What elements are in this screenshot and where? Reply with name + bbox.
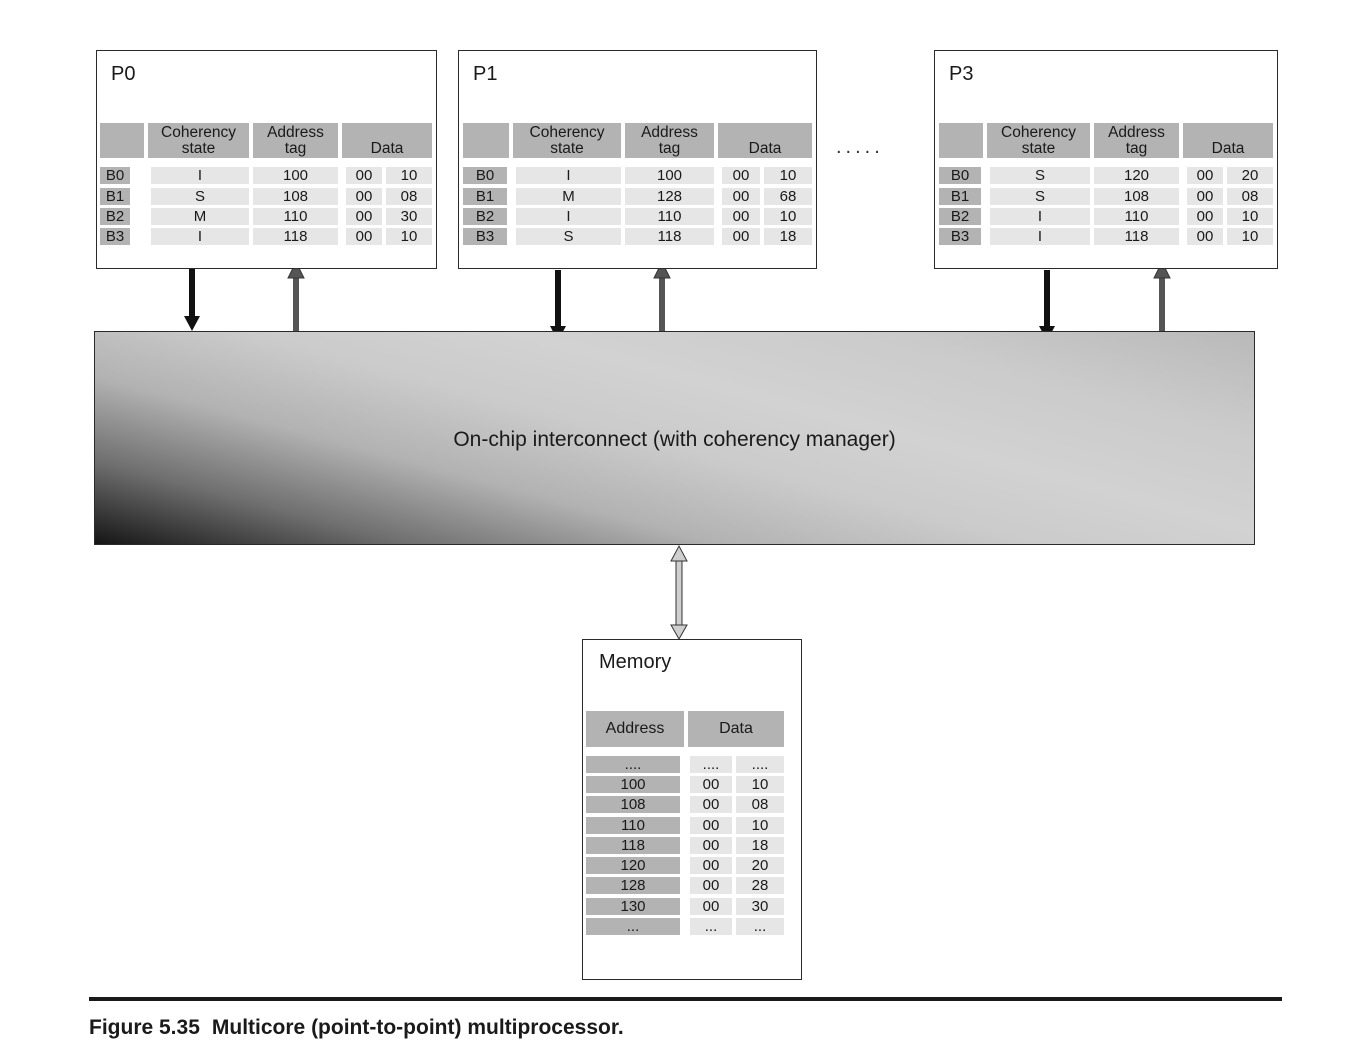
data-cell-hi: 00 xyxy=(1187,228,1223,245)
memory-address-cell: .... xyxy=(586,756,680,773)
memory-data-cell-hi: 00 xyxy=(690,898,732,915)
data-cell-hi: 00 xyxy=(722,228,760,245)
interconnect-label: On-chip interconnect (with coherency manager) xyxy=(453,428,896,451)
memory-bidirectional-arrow xyxy=(671,546,687,639)
block-label: B3 xyxy=(463,228,507,245)
tag-cell: 108 xyxy=(1094,188,1179,205)
header-data: Data xyxy=(718,123,812,158)
data-cell-hi: 00 xyxy=(1187,167,1223,184)
memory-title: Memory xyxy=(599,651,672,673)
block-label: B1 xyxy=(463,188,507,205)
memory-data-cell-hi: 00 xyxy=(690,776,732,793)
data-cell-hi: 00 xyxy=(1187,188,1223,205)
more-processors-ellipsis: ..... xyxy=(836,136,884,158)
memory-address-cell: 120 xyxy=(586,857,680,874)
processor-p1 xyxy=(458,50,817,269)
state-cell: I xyxy=(516,208,621,225)
header-address-tag: Address tag xyxy=(1094,123,1179,158)
caption-rule xyxy=(89,997,1282,1001)
block-label: B2 xyxy=(100,208,130,225)
state-cell: M xyxy=(516,188,621,205)
memory-header-data: Data xyxy=(688,711,784,747)
data-cell-lo: 08 xyxy=(1227,188,1273,205)
data-cell-lo: 10 xyxy=(1227,228,1273,245)
data-cell-lo: 20 xyxy=(1227,167,1273,184)
data-cell-lo: 18 xyxy=(764,228,812,245)
processor-p3 xyxy=(934,50,1278,269)
block-label: B1 xyxy=(939,188,981,205)
memory-data-cell-lo: 08 xyxy=(736,796,784,813)
block-label: B0 xyxy=(939,167,981,184)
state-cell: I xyxy=(151,228,249,245)
processor-title: P1 xyxy=(473,63,498,85)
memory-data-cell-hi: .... xyxy=(690,756,732,773)
block-label: B3 xyxy=(100,228,130,245)
header-blank xyxy=(100,123,144,158)
header-address-tag: Address tag xyxy=(625,123,714,158)
p0-request-arrow xyxy=(184,260,200,331)
header-address-tag: Address tag xyxy=(253,123,338,158)
p3-response-arrow xyxy=(1154,262,1170,331)
block-label: B2 xyxy=(463,208,507,225)
memory-data-cell-hi: 00 xyxy=(690,817,732,834)
state-cell: S xyxy=(516,228,621,245)
header-coherency-state: Coherency state xyxy=(148,123,249,158)
tag-cell: 110 xyxy=(625,208,714,225)
data-cell-hi: 00 xyxy=(346,167,382,184)
memory-data-cell-lo: 18 xyxy=(736,837,784,854)
data-cell-lo: 30 xyxy=(386,208,432,225)
data-cell-hi: 00 xyxy=(346,208,382,225)
state-cell: S xyxy=(990,188,1090,205)
block-label: B0 xyxy=(463,167,507,184)
memory-address-cell: 108 xyxy=(586,796,680,813)
data-cell-hi: 00 xyxy=(722,167,760,184)
memory-address-cell: ... xyxy=(586,918,680,935)
tag-cell: 120 xyxy=(1094,167,1179,184)
memory-data-cell-hi: ... xyxy=(690,918,732,935)
data-cell-lo: 08 xyxy=(386,188,432,205)
tag-cell: 108 xyxy=(253,188,338,205)
processor-title: P0 xyxy=(111,63,136,85)
header-blank xyxy=(463,123,509,158)
state-cell: I xyxy=(516,167,621,184)
tag-cell: 110 xyxy=(1094,208,1179,225)
p0-response-arrow xyxy=(288,262,304,331)
data-cell-lo: 10 xyxy=(386,167,432,184)
memory-data-cell-hi: 00 xyxy=(690,796,732,813)
tag-cell: 100 xyxy=(253,167,338,184)
data-cell-hi: 00 xyxy=(346,228,382,245)
memory-data-cell-hi: 00 xyxy=(690,857,732,874)
on-chip-interconnect xyxy=(94,331,1255,545)
header-coherency-state: Coherency state xyxy=(987,123,1090,158)
memory-data-cell-lo: 28 xyxy=(736,877,784,894)
memory-data-cell-lo: .... xyxy=(736,756,784,773)
tag-cell: 118 xyxy=(625,228,714,245)
figure-caption xyxy=(89,1016,624,1040)
memory-data-cell-lo: 20 xyxy=(736,857,784,874)
processor-p0 xyxy=(96,50,437,269)
memory-data-cell-lo: ... xyxy=(736,918,784,935)
block-label: B1 xyxy=(100,188,130,205)
state-cell: I xyxy=(990,208,1090,225)
header-coherency-state: Coherency state xyxy=(513,123,621,158)
memory-data-cell-hi: 00 xyxy=(690,877,732,894)
memory-address-cell: 130 xyxy=(586,898,680,915)
memory-block xyxy=(582,639,802,980)
figure-number: Figure 5.35 xyxy=(89,1016,200,1039)
state-cell: M xyxy=(151,208,249,225)
tag-cell: 110 xyxy=(253,208,338,225)
data-cell-hi: 00 xyxy=(346,188,382,205)
memory-address-cell: 118 xyxy=(586,837,680,854)
p1-response-arrow xyxy=(654,262,670,331)
tag-cell: 128 xyxy=(625,188,714,205)
data-cell-lo: 68 xyxy=(764,188,812,205)
data-cell-lo: 10 xyxy=(1227,208,1273,225)
block-label: B3 xyxy=(939,228,981,245)
memory-header-address: Address xyxy=(586,711,684,747)
data-cell-hi: 00 xyxy=(1187,208,1223,225)
data-cell-lo: 10 xyxy=(764,167,812,184)
state-cell: I xyxy=(990,228,1090,245)
block-label: B2 xyxy=(939,208,981,225)
tag-cell: 100 xyxy=(625,167,714,184)
data-cell-hi: 00 xyxy=(722,208,760,225)
tag-cell: 118 xyxy=(1094,228,1179,245)
memory-data-cell-lo: 30 xyxy=(736,898,784,915)
processor-title: P3 xyxy=(949,63,974,85)
memory-address-cell: 110 xyxy=(586,817,680,834)
header-data: Data xyxy=(342,123,432,158)
memory-data-cell-lo: 10 xyxy=(736,776,784,793)
data-cell-lo: 10 xyxy=(764,208,812,225)
state-cell: S xyxy=(990,167,1090,184)
data-cell-lo: 10 xyxy=(386,228,432,245)
memory-address-cell: 100 xyxy=(586,776,680,793)
header-data: Data xyxy=(1183,123,1273,158)
memory-data-cell-lo: 10 xyxy=(736,817,784,834)
block-label: B0 xyxy=(100,167,130,184)
header-blank xyxy=(939,123,983,158)
tag-cell: 118 xyxy=(253,228,338,245)
data-cell-hi: 00 xyxy=(722,188,760,205)
state-cell: S xyxy=(151,188,249,205)
memory-address-cell: 128 xyxy=(586,877,680,894)
figure-caption-text: Multicore (point-to-point) multiprocessor. xyxy=(211,1016,624,1039)
state-cell: I xyxy=(151,167,249,184)
memory-data-cell-hi: 00 xyxy=(690,837,732,854)
